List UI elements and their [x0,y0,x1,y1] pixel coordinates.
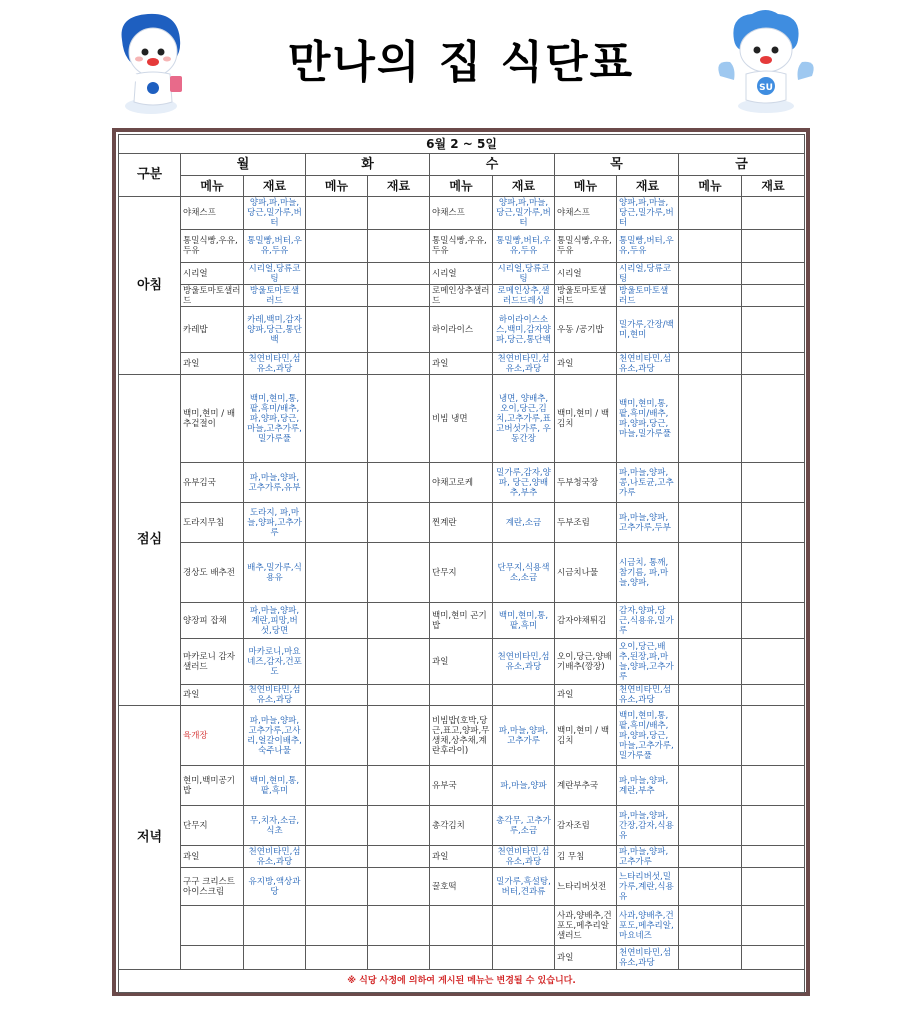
ingredient-tue-cell [368,603,430,639]
menu-tue-cell [306,946,368,970]
ingredient-thu-cell: 시금치, 통깨,참기름, 파,마늘,양파, [617,543,679,603]
breakfast-row [119,230,805,263]
ingredient-thu-cell: 백미,현미,통,팥,흑미/배추,파,양파,당근,마늘,밀가루풀 [617,375,679,463]
ingredient-fri-cell [742,766,805,806]
menu-tue-cell [306,285,368,307]
menu-mon-cell: 육개장 [181,706,244,766]
ingredient-tue-cell [368,197,430,230]
menu-wed-cell: 찐계란 [430,503,493,543]
lunch-label: 점심 [119,375,181,706]
menu-thu-cell: 과일 [555,685,617,706]
menu-mon-cell: 현미,백미공기밥 [181,766,244,806]
menu-fri-cell [679,685,742,706]
ingredient-fri-cell [742,706,805,766]
ingredient-fri-cell [742,639,805,685]
ingredient-fri-cell [742,906,805,946]
ingredient-tue-cell [368,846,430,868]
breakfast-row [119,197,805,230]
menu-header: 메뉴 [430,176,493,197]
menu-thu-cell: 과일 [555,353,617,375]
menu-thu-cell: 계란부추국 [555,766,617,806]
breakfast-row [119,353,805,375]
menu-fri-cell [679,263,742,285]
dinner-row [119,846,805,868]
menu-thu-cell: 두부청국장 [555,463,617,503]
ingredient-wed-cell: 밀가루,흑설탕,버터,견과류 [493,868,555,906]
ingredient-thu-cell: 느타리버섯,밀가루,계란,식용유 [617,868,679,906]
menu-mon-cell: 과일 [181,685,244,706]
menu-wed-cell: 비빔밥(호박,당근,표고,양파,무생채,상추채,계란후라이) [430,706,493,766]
menu-fri-cell [679,197,742,230]
menu-fri-cell [679,463,742,503]
ingredient-thu-cell: 양파,파,마늘,당근,밀가루,버터 [617,197,679,230]
menu-tue-cell [306,197,368,230]
ingredient-wed-cell: 시리얼,당류코팅 [493,263,555,285]
ingredient-wed-cell: 천연비타민,섬유소,과당 [493,846,555,868]
menu-wed-cell [430,946,493,970]
menu-mon-cell: 시리얼 [181,263,244,285]
ingredient-mon-cell: 통밀빵,버터,우유,두유 [244,230,306,263]
menu-mon-cell: 백미,현미 / 배추겉절이 [181,375,244,463]
menu-tue-cell [306,766,368,806]
menu-header: 메뉴 [679,176,742,197]
ingredient-thu-cell: 감자,양파,당근,식용유,밀가루 [617,603,679,639]
menu-fri-cell [679,375,742,463]
ingredient-tue-cell [368,230,430,263]
menu-mon-cell: 과일 [181,846,244,868]
menu-mon-cell [181,906,244,946]
menu-fri-cell [679,806,742,846]
ingredient-fri-cell [742,375,805,463]
menu-wed-cell: 비빔 냉면 [430,375,493,463]
ingredient-fri-cell [742,868,805,906]
menu-fri-cell [679,285,742,307]
ingredient-wed-cell: 냉면, 양배추,오이,당근,김치,고추가루,표고버섯가루, 우동간장 [493,375,555,463]
menu-mon-cell: 과일 [181,353,244,375]
day-header-fri: 금 [679,154,805,176]
menu-mon-cell: 단무지 [181,806,244,846]
menu-fri-cell [679,307,742,353]
ingredient-tue-cell [368,307,430,353]
lunch-row [119,503,805,543]
ingredient-tue-cell [368,806,430,846]
menu-mon-cell: 구구 크리스트 아이스크림 [181,868,244,906]
ingredient-wed-cell: 천연비타민,섬유소,과당 [493,353,555,375]
menu-table [118,134,805,993]
lunch-row [119,463,805,503]
menu-tue-cell [306,706,368,766]
menu-tue-cell [306,806,368,846]
breakfast-label: 아침 [119,197,181,375]
ingredient-header: 재료 [742,176,805,197]
ingredient-wed-cell: 백미,현미,통,팥,흑미 [493,603,555,639]
dinner-row [119,766,805,806]
menu-header: 메뉴 [181,176,244,197]
ingredient-mon-cell: 도라지, 파,마늘,양파,고추가루 [244,503,306,543]
ingredient-wed-cell [493,685,555,706]
menu-header: 메뉴 [555,176,617,197]
menu-tue-cell [306,846,368,868]
ingredient-thu-cell: 천연비타민,섬유소,과당 [617,353,679,375]
menu-wed-cell: 야채고로케 [430,463,493,503]
menu-tue-cell [306,375,368,463]
dinner-row [119,868,805,906]
menu-wed-cell: 로메인상추샐러드 [430,285,493,307]
menu-thu-cell: 감자야채튀김 [555,603,617,639]
ingredient-tue-cell [368,685,430,706]
menu-thu-cell: 통밀식빵,우유,두유 [555,230,617,263]
day-header-thu: 목 [555,154,679,176]
ingredient-mon-cell: 파,마늘,양파,고추가루,고사리,얼갈이배추,숙주나물 [244,706,306,766]
menu-wed-cell: 단무지 [430,543,493,603]
menu-thu-cell: 야채스프 [555,197,617,230]
ingredient-wed-cell: 밀가루,감자,양파, 당근,양배추,부추 [493,463,555,503]
ingredient-thu-cell: 천연비타민,섬유소,과당 [617,685,679,706]
dinner-row [119,906,805,946]
menu-mon-cell: 양장피 잡채 [181,603,244,639]
menu-tue-cell [306,463,368,503]
menu-fri-cell [679,639,742,685]
ingredient-mon-cell: 마카로니,마요네즈,감자,건포도 [244,639,306,685]
menu-fri-cell [679,906,742,946]
menu-tue-cell [306,353,368,375]
lunch-row [119,543,805,603]
svg-text:SU: SU [759,83,773,93]
ingredient-mon-cell: 배추,밀가루,식용유 [244,543,306,603]
ingredient-header: 재료 [244,176,306,197]
menu-mon-cell: 방울토마토샐러드 [181,285,244,307]
menu-thu-cell: 사과,양배추,건포도,메추리알샐러드 [555,906,617,946]
dinner-row [119,806,805,846]
menu-thu-cell: 시리얼 [555,263,617,285]
menu-tue-cell [306,263,368,285]
ingredient-fri-cell [742,353,805,375]
ingredient-wed-cell: 단무지,식용색소,소금 [493,543,555,603]
menu-fri-cell [679,706,742,766]
menu-wed-cell [430,906,493,946]
ingredient-mon-cell: 천연비타민,섬유소,과당 [244,353,306,375]
lunch-row [119,639,805,685]
menu-mon-cell: 도라지무침 [181,503,244,543]
ingredient-thu-cell: 사과,양배추,건포도,메추리알,마요네즈 [617,906,679,946]
ingredient-thu-cell: 오이,당근,배추,된장,파,마늘,양파,고추가루 [617,639,679,685]
menu-tue-cell [306,543,368,603]
menu-mon-cell [181,946,244,970]
ingredient-mon-cell: 백미,현미,통,팥,흑미/배추,파,양파,당근,마늘,고추가루,밀가루풀 [244,375,306,463]
menu-tue-cell [306,868,368,906]
menu-wed-cell: 통밀식빵,우유,두유 [430,230,493,263]
menu-wed-cell: 백미,현미 곤기밥 [430,603,493,639]
ingredient-thu-cell: 천연비타민,섬유소,과당 [617,946,679,970]
menu-fri-cell [679,503,742,543]
ingredient-tue-cell [368,906,430,946]
ingredient-fri-cell [742,263,805,285]
ingredient-thu-cell: 백미,현미,통,팥,흑미/배추,파,양파,당근,마늘,고추가루,밀가루풀 [617,706,679,766]
menu-fri-cell [679,230,742,263]
ingredient-fri-cell [742,503,805,543]
ingredient-tue-cell [368,543,430,603]
menu-wed-cell: 총각김치 [430,806,493,846]
ingredient-thu-cell: 방울토마토샐러드 [617,285,679,307]
ingredient-tue-cell [368,766,430,806]
dinner-row [119,946,805,970]
ingredient-tue-cell [368,946,430,970]
ingredient-wed-cell: 천연비타민,섬유소,과당 [493,639,555,685]
mascot-left-image [108,10,194,116]
breakfast-row [119,307,805,353]
menu-fri-cell [679,868,742,906]
ingredient-wed-cell: 양파,파,마늘,당근,밀가루,버터 [493,197,555,230]
ingredient-fri-cell [742,230,805,263]
ingredient-thu-cell: 파,마늘,양파,고추가루 [617,846,679,868]
menu-tue-cell [306,603,368,639]
ingredient-wed-cell [493,946,555,970]
menu-mon-cell: 유부김국 [181,463,244,503]
menu-tue-cell [306,230,368,263]
ingredient-header: 재료 [368,176,430,197]
notice-text: ※ 식당 사정에 의하여 게시된 메뉴는 변경될 수 있습니다. [119,970,805,993]
menu-tue-cell [306,639,368,685]
menu-wed-cell: 꿀호떡 [430,868,493,906]
menu-wed-cell: 과일 [430,846,493,868]
mascot-right-image [712,6,820,116]
ingredient-fri-cell [742,806,805,846]
day-header-mon: 월 [181,154,306,176]
ingredient-tue-cell [368,706,430,766]
ingredient-header: 재료 [493,176,555,197]
menu-wed-cell: 야채스프 [430,197,493,230]
menu-wed-cell: 과일 [430,639,493,685]
ingredient-tue-cell [368,263,430,285]
day-header-tue: 화 [306,154,430,176]
ingredient-mon-cell: 파,마늘,양파,계란,피망,버섯,당면 [244,603,306,639]
category-header: 구분 [119,154,181,197]
lunch-row [119,603,805,639]
ingredient-mon-cell: 천연비타민,섬유소,과당 [244,685,306,706]
menu-mon-cell: 경상도 배추전 [181,543,244,603]
menu-thu-cell: 감자조림 [555,806,617,846]
menu-tue-cell [306,307,368,353]
menu-fri-cell [679,846,742,868]
menu-thu-cell: 과일 [555,946,617,970]
dinner-label: 저녁 [119,706,181,970]
page-title: 만나의 집 식단표 [287,37,635,88]
ingredient-thu-cell: 시리얼,당류코팅 [617,263,679,285]
ingredient-wed-cell: 하이라이스소스,백미,감자양파,당근,통단백 [493,307,555,353]
menu-thu-cell: 백미,현미 / 백김치 [555,706,617,766]
ingredient-thu-cell: 파,마늘,양파,고추가루,두부 [617,503,679,543]
menu-tue-cell [306,906,368,946]
ingredient-mon-cell [244,906,306,946]
lunch-row [119,375,805,463]
ingredient-tue-cell [368,353,430,375]
week-range: 6월 2 ~ 5일 [119,135,805,154]
day-header-wed: 수 [430,154,555,176]
ingredient-wed-cell: 파,마늘,양파 [493,766,555,806]
ingredient-fri-cell [742,543,805,603]
menu-thu-cell: 두부조림 [555,503,617,543]
breakfast-row [119,285,805,307]
ingredient-wed-cell: 계란,소금 [493,503,555,543]
ingredient-mon-cell [244,946,306,970]
menu-fri-cell [679,766,742,806]
menu-fri-cell [679,603,742,639]
ingredient-thu-cell: 파,마늘,양파,콩,나토균,고추가루 [617,463,679,503]
ingredient-tue-cell [368,503,430,543]
ingredient-mon-cell: 양파,파,마늘,당근,밀가루,버터 [244,197,306,230]
ingredient-mon-cell: 무,치자,소금,식초 [244,806,306,846]
menu-thu-cell: 백미,현미 / 백김치 [555,375,617,463]
ingredient-fri-cell [742,946,805,970]
menu-thu-cell: 느타리버섯전 [555,868,617,906]
menu-tue-cell [306,503,368,543]
breakfast-row [119,263,805,285]
menu-thu-cell: 김 무침 [555,846,617,868]
ingredient-mon-cell: 방울토마토샐러드 [244,285,306,307]
menu-wed-cell: 하이라이스 [430,307,493,353]
ingredient-mon-cell: 시리얼,당류코팅 [244,263,306,285]
ingredient-wed-cell: 통밀빵,버터,우유,두유 [493,230,555,263]
ingredient-fri-cell [742,846,805,868]
menu-thu-cell: 우동 /공기밥 [555,307,617,353]
menu-mon-cell: 카레밥 [181,307,244,353]
ingredient-fri-cell [742,197,805,230]
ingredient-thu-cell: 파,마늘,양파,계란,부추 [617,766,679,806]
menu-wed-cell: 시리얼 [430,263,493,285]
menu-fri-cell [679,353,742,375]
ingredient-thu-cell: 밀가루,간장/백미,현미 [617,307,679,353]
ingredient-mon-cell: 파,마늘,양파,고추가루,유부 [244,463,306,503]
menu-mon-cell: 야채스프 [181,197,244,230]
menu-tue-cell [306,685,368,706]
ingredient-thu-cell: 파,마늘,양파,간장,감자,식용유 [617,806,679,846]
menu-wed-cell [430,685,493,706]
ingredient-fri-cell [742,285,805,307]
menu-wed-cell: 유부국 [430,766,493,806]
lunch-row [119,685,805,706]
ingredient-mon-cell: 천연비타민,섬유소,과당 [244,846,306,868]
ingredient-wed-cell: 총각무, 고추가루,소금 [493,806,555,846]
ingredient-fri-cell [742,603,805,639]
ingredient-tue-cell [368,463,430,503]
ingredient-fri-cell [742,463,805,503]
menu-wed-cell: 과일 [430,353,493,375]
ingredient-fri-cell [742,307,805,353]
menu-mon-cell: 통밀식빵,우유,두유 [181,230,244,263]
ingredient-mon-cell: 카레,백미,감자양파,당근,통단백 [244,307,306,353]
ingredient-wed-cell: 로메인상추,샐러드드레싱 [493,285,555,307]
menu-thu-cell: 오이,당근,양배기배추(깡장) [555,639,617,685]
ingredient-tue-cell [368,639,430,685]
ingredient-wed-cell [493,906,555,946]
dinner-row [119,706,805,766]
ingredient-mon-cell: 유지방,액상과당 [244,868,306,906]
menu-fri-cell [679,543,742,603]
ingredient-thu-cell: 통밀빵,버터,우유,두유 [617,230,679,263]
menu-mon-cell: 마카로니 감자 샐러드 [181,639,244,685]
menu-thu-cell: 시금치나물 [555,543,617,603]
menu-thu-cell: 방울토마토샐러드 [555,285,617,307]
ingredient-header: 재료 [617,176,679,197]
ingredient-mon-cell: 백미,현미,통,팥,흑미 [244,766,306,806]
ingredient-tue-cell [368,868,430,906]
ingredient-wed-cell: 파,마늘,양파,고추가루 [493,706,555,766]
menu-fri-cell [679,946,742,970]
ingredient-fri-cell [742,685,805,706]
ingredient-tue-cell [368,375,430,463]
menu-header: 메뉴 [306,176,368,197]
ingredient-tue-cell [368,285,430,307]
